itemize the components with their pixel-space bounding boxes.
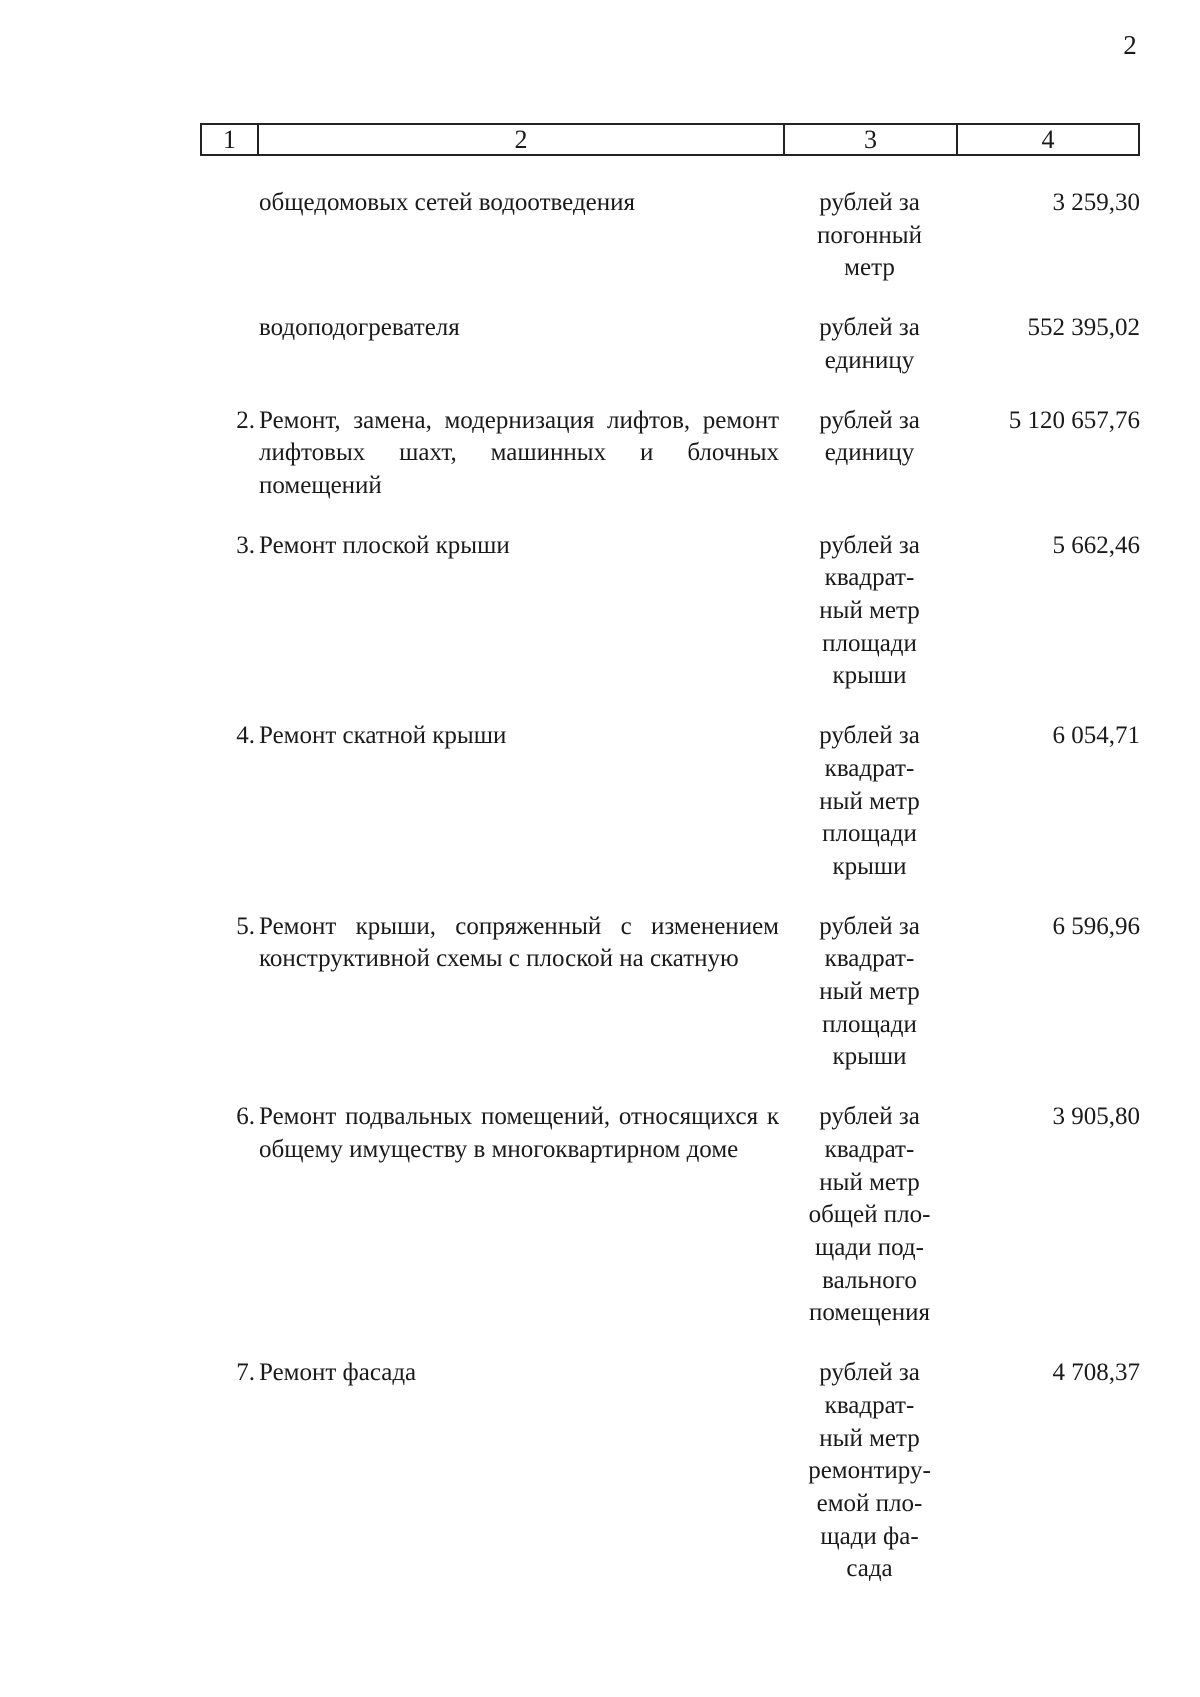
table-header: [200, 123, 1140, 156]
row-number: 7.: [236, 1359, 255, 1387]
row-number: 5.: [236, 912, 255, 940]
row-name: общедомовых сетей водоотведения: [259, 189, 636, 216]
row-unit: рублей за квадрат- ный метр общей пло- щади под- вального помещения: [808, 1103, 931, 1327]
row-name: Ремонт фасада: [259, 1359, 417, 1387]
row-name: Ремонт крыши, сопряженный с изменением конструктивной схемы с плоской на скатную: [259, 912, 779, 973]
row-unit: рублей за квадрат- ный метр площади крыши: [819, 722, 920, 880]
row-value: 6 596,96: [1052, 912, 1140, 940]
row-value: 5 662,46: [1052, 531, 1140, 559]
row-value: 552 395,02: [1027, 314, 1140, 342]
row-name: Ремонт скатной крыши: [259, 722, 507, 750]
table-row: [200, 1357, 1140, 1586]
table-row: [200, 911, 1140, 1075]
row-name: водоподогревателя: [259, 314, 460, 342]
row-number: 3.: [236, 531, 255, 559]
row-value: 5 120 657,76: [1008, 406, 1140, 434]
row-name: Ремонт, замена, модернизация лифтов, ремонт лифтовых шахт, машинных и блочных помещений: [259, 406, 779, 499]
table-row: [200, 1101, 1140, 1330]
row-number: 2.: [236, 406, 255, 434]
header-col-1: 1: [202, 125, 259, 154]
table-row: [200, 405, 1140, 503]
row-unit: рублей за квадрат- ный метр площади крыши: [819, 912, 920, 1071]
row-name: Ремонт подвальных помещений, относящихся к общему имуществу в многоквартирном доме: [259, 1103, 779, 1163]
row-unit: рублей за квадрат- ный метр ремонтиру- емой пло- щади фа- сада: [808, 1359, 931, 1583]
table-row: [200, 530, 1140, 694]
table-row: [200, 187, 1140, 285]
row-value: 4 708,37: [1052, 1359, 1140, 1387]
row-name: Ремонт плоской крыши: [259, 531, 510, 559]
row-number: 6.: [236, 1103, 255, 1131]
row-number: 4.: [236, 722, 255, 750]
row-number: [200, 312, 257, 377]
header-col-2: 2: [259, 125, 785, 154]
row-unit: рублей за погонный метр: [817, 189, 922, 282]
table-body: [200, 187, 1140, 1613]
row-unit: рублей за единицу: [819, 314, 920, 374]
header-col-3: 3: [785, 125, 958, 154]
row-value: 3 259,30: [1052, 189, 1140, 216]
header-col-4: 4: [1041, 125, 1055, 154]
row-value: 6 054,71: [1052, 722, 1140, 750]
row-unit: рублей за квадрат- ный метр площади крыши: [819, 531, 920, 690]
table-row: [200, 720, 1140, 884]
row-value: 3 905,80: [1052, 1103, 1140, 1131]
row-unit: рублей за единицу: [819, 406, 920, 467]
table-row: [200, 312, 1140, 377]
row-number: [200, 187, 257, 285]
page-number: 2: [1123, 30, 1137, 60]
